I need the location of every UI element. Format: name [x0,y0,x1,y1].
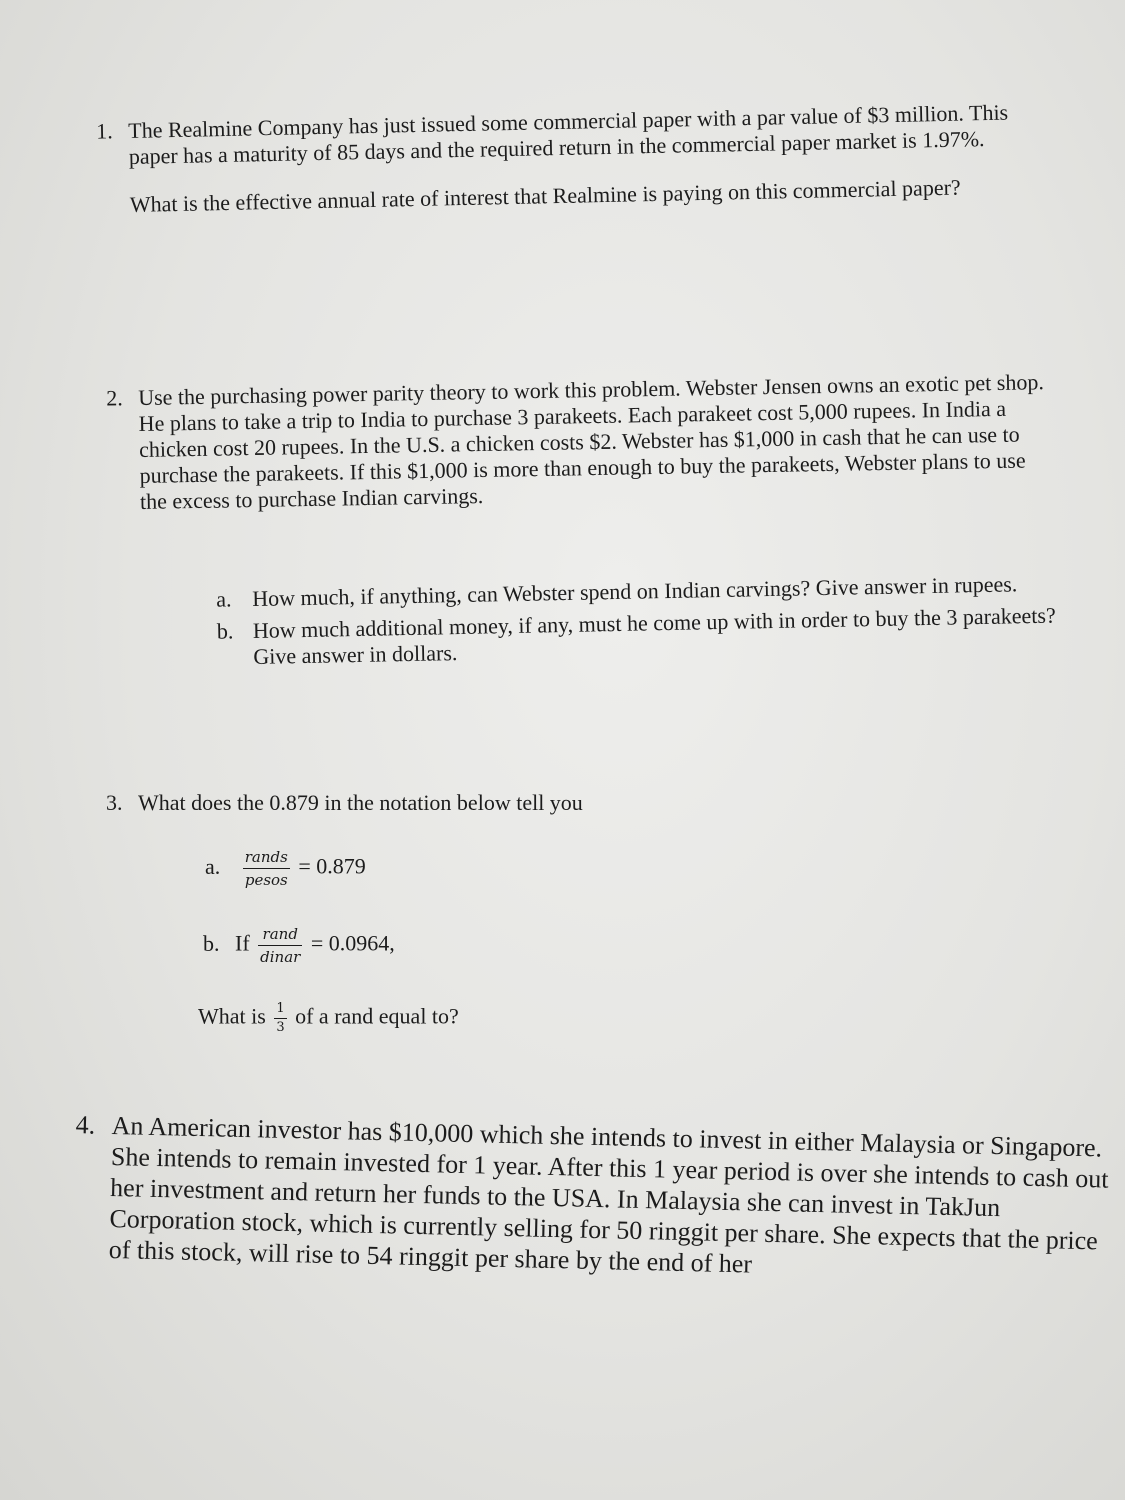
question-text: The Realmine Company has just issued some commercial paper with a par value of $3 million. This paper has a maturity of 85 days and the required return in the commercial paper market is 1.97%. [128,99,1009,169]
question-prompt: What is the effective annual rate of interest that Realmine is paying on this commercial paper? [129,174,961,217]
question-3-part-a [205,848,366,889]
part-prefix: If [235,930,250,956]
part-suffix: of a rand equal to? [295,1003,459,1029]
part-b [216,602,1059,670]
question-number: 3. [106,790,123,815]
part-label: a. [216,586,232,612]
fraction-denominator: dinar [260,948,301,966]
part-label: b. [216,618,234,644]
question-2-parts [216,571,1058,670]
question-2 [106,369,1055,515]
question-number: 4. [75,1110,96,1140]
ratio-fraction [243,848,290,889]
question-text: An American investor has $10,000 which she intends to invest in either Malaysia or Singapore. She intends to remain invested for 1 year. After this 1 year period is over she intends to cash out her investment and return her funds to the USA. In Malaysia she can invest in TakJun Corporation stock, which is currently selling for 50 ringgit per share. She expects that the price of this stock, will rise to 54 ringgit per share by the end of her [108,1110,1109,1279]
question-3-part-b [203,925,395,966]
question-number: 2. [106,385,123,411]
one-third-fraction [274,1002,286,1035]
fraction-numerator: rands [243,848,290,869]
question-1 [96,99,1035,218]
fraction-denominator: pesos [244,871,288,889]
question-number: 1. [96,118,114,144]
ratio-value: = 0.0964, [310,930,395,956]
part-label: a. [205,853,221,879]
part-text: How much, if anything, can Webster spend on Indian carvings? Give answer in rupees. [252,571,1018,611]
fraction-numerator: 1 [274,1002,286,1019]
question-4 [75,1110,1116,1288]
fraction-denominator: 3 [276,1020,285,1035]
question-text: Use the purchasing power parity theory to work this problem. Webster Jensen owns an exotic pet shop. He plans to take a trip to India to purchase 3 parakeets. Each parakeet cost 5,000 rupees. In India a chicken cost 20 rupees. In the U.S. a chicken costs $2. Webster has $1,000 in cash that he can use to purchase the parakeets. If this $1,000 is more than enough to buy the parakeets, Webster plans to use the excess to purchase Indian carvings. [138,369,1045,514]
ratio-value: = 0.879 [298,853,366,879]
question-text: What does the 0.879 in the notation below tell you [138,790,583,815]
question-3 [106,790,838,816]
question-3-part-c [198,1002,459,1035]
ratio-fraction [258,925,302,966]
part-prefix: What is [198,1003,266,1029]
part-label: b. [203,930,220,956]
fraction-numerator: rand [258,925,302,946]
part-text: How much additional money, if any, must he come up with in order to buy the 3 parakeets? Give answer in dollars. [252,602,1056,669]
